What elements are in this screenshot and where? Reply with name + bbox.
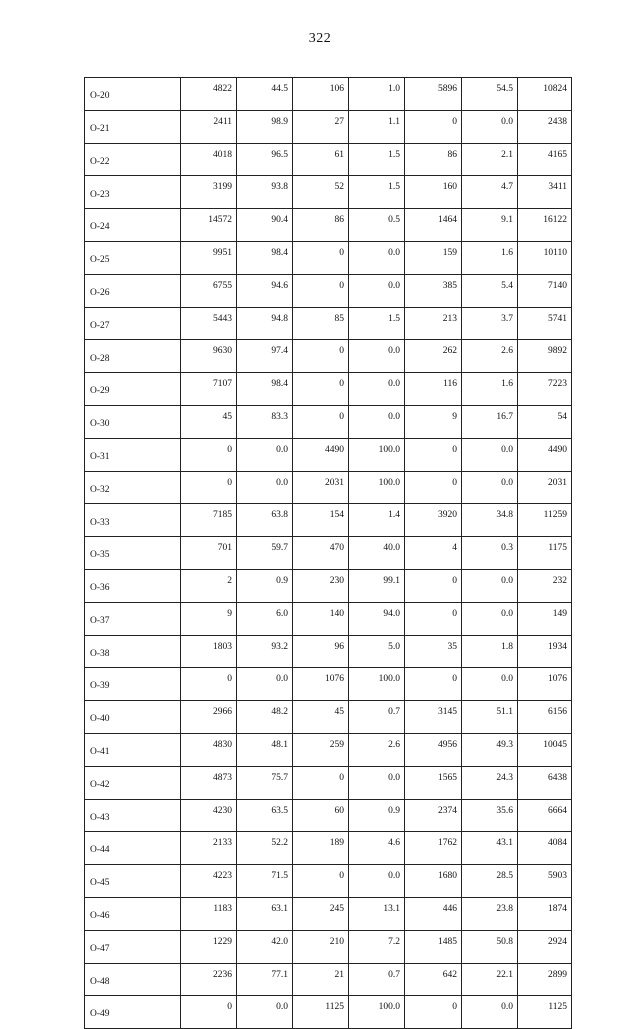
value-cell: 9 <box>181 602 237 635</box>
row-id-cell: O-30 <box>85 405 181 438</box>
value-cell: 1125 <box>518 996 572 1029</box>
value-cell: 75.7 <box>237 766 293 799</box>
table-row <box>85 602 572 635</box>
value-cell: 4084 <box>518 832 572 865</box>
value-cell: 0.0 <box>349 340 405 373</box>
table-row <box>85 668 572 701</box>
value-cell: 1.4 <box>349 504 405 537</box>
value-cell: 0.0 <box>349 405 405 438</box>
value-cell: 0.9 <box>237 569 293 602</box>
table-row <box>85 733 572 766</box>
value-cell: 149 <box>518 602 572 635</box>
value-cell: 0 <box>181 996 237 1029</box>
value-cell: 1680 <box>405 865 462 898</box>
row-id-cell: O-44 <box>85 832 181 865</box>
value-cell: 5896 <box>405 78 462 111</box>
value-cell: 0 <box>181 668 237 701</box>
value-cell: 0.0 <box>462 438 518 471</box>
table-row <box>85 373 572 406</box>
value-cell: 77.1 <box>237 963 293 996</box>
row-id-cell: O-37 <box>85 602 181 635</box>
value-cell: 4223 <box>181 865 237 898</box>
value-cell: 0 <box>293 405 349 438</box>
value-cell: 1183 <box>181 897 237 930</box>
table-row <box>85 701 572 734</box>
value-cell: 2.6 <box>462 340 518 373</box>
value-cell: 6664 <box>518 799 572 832</box>
value-cell: 3199 <box>181 176 237 209</box>
row-id-cell: O-38 <box>85 635 181 668</box>
page-number: 322 <box>308 31 332 46</box>
value-cell: 10110 <box>518 241 572 274</box>
value-cell: 106 <box>293 78 349 111</box>
value-cell: 96 <box>293 635 349 668</box>
value-cell: 4230 <box>181 799 237 832</box>
value-cell: 2236 <box>181 963 237 996</box>
value-cell: 9892 <box>518 340 572 373</box>
table-row <box>85 963 572 996</box>
value-cell: 94.0 <box>349 602 405 635</box>
value-cell: 4822 <box>181 78 237 111</box>
value-cell: 4165 <box>518 143 572 176</box>
value-cell: 701 <box>181 537 237 570</box>
table-row <box>85 766 572 799</box>
value-cell: 7.2 <box>349 930 405 963</box>
table-row <box>85 438 572 471</box>
value-cell: 94.6 <box>237 274 293 307</box>
row-id-cell: O-26 <box>85 274 181 307</box>
value-cell: 1.5 <box>349 307 405 340</box>
value-cell: 2374 <box>405 799 462 832</box>
table-row <box>85 110 572 143</box>
table-row <box>85 340 572 373</box>
value-cell: 98.9 <box>237 110 293 143</box>
value-cell: 1076 <box>293 668 349 701</box>
value-cell: 0 <box>405 668 462 701</box>
row-id-cell: O-45 <box>85 865 181 898</box>
value-cell: 446 <box>405 897 462 930</box>
row-id-cell: O-39 <box>85 668 181 701</box>
value-cell: 2.1 <box>462 143 518 176</box>
row-id-cell: O-32 <box>85 471 181 504</box>
table-row <box>85 930 572 963</box>
row-id-cell: O-48 <box>85 963 181 996</box>
value-cell: 27 <box>293 110 349 143</box>
value-cell: 100.0 <box>349 668 405 701</box>
value-cell: 0.0 <box>237 438 293 471</box>
value-cell: 50.8 <box>462 930 518 963</box>
table-row <box>85 78 572 111</box>
value-cell: 1464 <box>405 209 462 242</box>
value-cell: 0 <box>293 241 349 274</box>
value-cell: 10045 <box>518 733 572 766</box>
value-cell: 96.5 <box>237 143 293 176</box>
row-id-cell: O-33 <box>85 504 181 537</box>
value-cell: 49.3 <box>462 733 518 766</box>
table-row <box>85 569 572 602</box>
value-cell: 48.1 <box>237 733 293 766</box>
row-id-cell: O-40 <box>85 701 181 734</box>
value-cell: 9.1 <box>462 209 518 242</box>
row-id-cell: O-35 <box>85 537 181 570</box>
value-cell: 159 <box>405 241 462 274</box>
value-cell: 99.1 <box>349 569 405 602</box>
value-cell: 1.8 <box>462 635 518 668</box>
row-id-cell: O-24 <box>85 209 181 242</box>
row-id-cell: O-47 <box>85 930 181 963</box>
value-cell: 7140 <box>518 274 572 307</box>
value-cell: 43.1 <box>462 832 518 865</box>
row-id-cell: O-22 <box>85 143 181 176</box>
value-cell: 100.0 <box>349 471 405 504</box>
value-cell: 3.7 <box>462 307 518 340</box>
value-cell: 93.2 <box>237 635 293 668</box>
value-cell: 189 <box>293 832 349 865</box>
value-cell: 86 <box>293 209 349 242</box>
value-cell: 0.7 <box>349 701 405 734</box>
value-cell: 5.0 <box>349 635 405 668</box>
value-cell: 0 <box>181 438 237 471</box>
value-cell: 0.0 <box>237 471 293 504</box>
value-cell: 98.4 <box>237 373 293 406</box>
value-cell: 2133 <box>181 832 237 865</box>
value-cell: 71.5 <box>237 865 293 898</box>
row-id-cell: O-23 <box>85 176 181 209</box>
value-cell: 100.0 <box>349 996 405 1029</box>
value-cell: 2899 <box>518 963 572 996</box>
value-cell: 2 <box>181 569 237 602</box>
value-cell: 116 <box>405 373 462 406</box>
value-cell: 4490 <box>518 438 572 471</box>
row-id-cell: O-21 <box>85 110 181 143</box>
value-cell: 48.2 <box>237 701 293 734</box>
row-id-cell: O-20 <box>85 78 181 111</box>
value-cell: 0.9 <box>349 799 405 832</box>
value-cell: 24.3 <box>462 766 518 799</box>
table-row <box>85 209 572 242</box>
value-cell: 259 <box>293 733 349 766</box>
row-id-cell: O-36 <box>85 569 181 602</box>
value-cell: 14572 <box>181 209 237 242</box>
value-cell: 16.7 <box>462 405 518 438</box>
value-cell: 1125 <box>293 996 349 1029</box>
table-row <box>85 176 572 209</box>
value-cell: 1803 <box>181 635 237 668</box>
value-cell: 1.5 <box>349 143 405 176</box>
value-cell: 63.5 <box>237 799 293 832</box>
value-cell: 1076 <box>518 668 572 701</box>
value-cell: 7223 <box>518 373 572 406</box>
value-cell: 54 <box>518 405 572 438</box>
value-cell: 1874 <box>518 897 572 930</box>
value-cell: 2411 <box>181 110 237 143</box>
value-cell: 1.0 <box>349 78 405 111</box>
value-cell: 0 <box>293 373 349 406</box>
value-cell: 97.4 <box>237 340 293 373</box>
value-cell: 0.0 <box>237 668 293 701</box>
value-cell: 245 <box>293 897 349 930</box>
row-id-cell: O-41 <box>85 733 181 766</box>
value-cell: 3411 <box>518 176 572 209</box>
value-cell: 140 <box>293 602 349 635</box>
value-cell: 0.0 <box>462 110 518 143</box>
table-row <box>85 471 572 504</box>
value-cell: 0 <box>293 274 349 307</box>
value-cell: 83.3 <box>237 405 293 438</box>
value-cell: 0.0 <box>462 668 518 701</box>
value-cell: 1175 <box>518 537 572 570</box>
value-cell: 52 <box>293 176 349 209</box>
row-id-cell: O-49 <box>85 996 181 1029</box>
value-cell: 60 <box>293 799 349 832</box>
table-row <box>85 799 572 832</box>
value-cell: 86 <box>405 143 462 176</box>
value-cell: 4.7 <box>462 176 518 209</box>
table-row <box>85 307 572 340</box>
value-cell: 35.6 <box>462 799 518 832</box>
value-cell: 1.6 <box>462 241 518 274</box>
value-cell: 0.7 <box>349 963 405 996</box>
value-cell: 5903 <box>518 865 572 898</box>
value-cell: 154 <box>293 504 349 537</box>
row-id-cell: O-28 <box>85 340 181 373</box>
value-cell: 0 <box>405 110 462 143</box>
value-cell: 0.0 <box>349 865 405 898</box>
value-cell: 4 <box>405 537 462 570</box>
value-cell: 0 <box>405 996 462 1029</box>
value-cell: 63.1 <box>237 897 293 930</box>
value-cell: 3145 <box>405 701 462 734</box>
value-cell: 40.0 <box>349 537 405 570</box>
value-cell: 0.0 <box>462 996 518 1029</box>
value-cell: 22.1 <box>462 963 518 996</box>
value-cell: 35 <box>405 635 462 668</box>
value-cell: 1229 <box>181 930 237 963</box>
row-id-cell: O-43 <box>85 799 181 832</box>
value-cell: 0.0 <box>349 241 405 274</box>
table-row <box>85 832 572 865</box>
value-cell: 2.6 <box>349 733 405 766</box>
value-cell: 0.5 <box>349 209 405 242</box>
value-cell: 0.0 <box>349 373 405 406</box>
value-cell: 2924 <box>518 930 572 963</box>
value-cell: 16122 <box>518 209 572 242</box>
value-cell: 1.1 <box>349 110 405 143</box>
value-cell: 5741 <box>518 307 572 340</box>
value-cell: 0.3 <box>462 537 518 570</box>
value-cell: 0.0 <box>462 569 518 602</box>
value-cell: 85 <box>293 307 349 340</box>
value-cell: 90.4 <box>237 209 293 242</box>
value-cell: 63.8 <box>237 504 293 537</box>
value-cell: 13.1 <box>349 897 405 930</box>
value-cell: 7107 <box>181 373 237 406</box>
table-row <box>85 635 572 668</box>
value-cell: 160 <box>405 176 462 209</box>
value-cell: 642 <box>405 963 462 996</box>
value-cell: 9951 <box>181 241 237 274</box>
value-cell: 3920 <box>405 504 462 537</box>
value-cell: 2031 <box>518 471 572 504</box>
value-cell: 0 <box>405 569 462 602</box>
value-cell: 93.8 <box>237 176 293 209</box>
value-cell: 0.0 <box>462 471 518 504</box>
value-cell: 28.5 <box>462 865 518 898</box>
value-cell: 1485 <box>405 930 462 963</box>
value-cell: 59.7 <box>237 537 293 570</box>
table-body <box>85 78 572 1029</box>
value-cell: 7185 <box>181 504 237 537</box>
value-cell: 42.0 <box>237 930 293 963</box>
data-table <box>84 77 572 1029</box>
value-cell: 5.4 <box>462 274 518 307</box>
value-cell: 0.0 <box>349 274 405 307</box>
table-row <box>85 504 572 537</box>
row-id-cell: O-31 <box>85 438 181 471</box>
value-cell: 0.0 <box>237 996 293 1029</box>
value-cell: 1762 <box>405 832 462 865</box>
value-cell: 45 <box>181 405 237 438</box>
value-cell: 1.5 <box>349 176 405 209</box>
value-cell: 4830 <box>181 733 237 766</box>
value-cell: 100.0 <box>349 438 405 471</box>
value-cell: 385 <box>405 274 462 307</box>
value-cell: 2438 <box>518 110 572 143</box>
value-cell: 232 <box>518 569 572 602</box>
value-cell: 0.0 <box>462 602 518 635</box>
value-cell: 45 <box>293 701 349 734</box>
value-cell: 0 <box>293 766 349 799</box>
value-cell: 6.0 <box>237 602 293 635</box>
value-cell: 6438 <box>518 766 572 799</box>
value-cell: 9 <box>405 405 462 438</box>
value-cell: 0.0 <box>349 766 405 799</box>
value-cell: 23.8 <box>462 897 518 930</box>
value-cell: 0 <box>405 438 462 471</box>
table-row <box>85 996 572 1029</box>
row-id-cell: O-29 <box>85 373 181 406</box>
value-cell: 4.6 <box>349 832 405 865</box>
value-cell: 2966 <box>181 701 237 734</box>
value-cell: 4490 <box>293 438 349 471</box>
table-row <box>85 274 572 307</box>
row-id-cell: O-42 <box>85 766 181 799</box>
value-cell: 9630 <box>181 340 237 373</box>
value-cell: 10824 <box>518 78 572 111</box>
value-cell: 0 <box>405 602 462 635</box>
value-cell: 1.6 <box>462 373 518 406</box>
value-cell: 230 <box>293 569 349 602</box>
value-cell: 61 <box>293 143 349 176</box>
value-cell: 0 <box>293 865 349 898</box>
value-cell: 6156 <box>518 701 572 734</box>
row-id-cell: O-27 <box>85 307 181 340</box>
value-cell: 11259 <box>518 504 572 537</box>
value-cell: 98.4 <box>237 241 293 274</box>
table-row <box>85 537 572 570</box>
table-row <box>85 897 572 930</box>
value-cell: 470 <box>293 537 349 570</box>
table-row <box>85 405 572 438</box>
value-cell: 34.8 <box>462 504 518 537</box>
value-cell: 51.1 <box>462 701 518 734</box>
value-cell: 44.5 <box>237 78 293 111</box>
value-cell: 210 <box>293 930 349 963</box>
value-cell: 5443 <box>181 307 237 340</box>
value-cell: 4956 <box>405 733 462 766</box>
row-id-cell: O-25 <box>85 241 181 274</box>
row-id-cell: O-46 <box>85 897 181 930</box>
value-cell: 0 <box>181 471 237 504</box>
value-cell: 213 <box>405 307 462 340</box>
table-row <box>85 241 572 274</box>
value-cell: 6755 <box>181 274 237 307</box>
value-cell: 0 <box>293 340 349 373</box>
value-cell: 1934 <box>518 635 572 668</box>
table-row <box>85 865 572 898</box>
value-cell: 52.2 <box>237 832 293 865</box>
value-cell: 0 <box>405 471 462 504</box>
value-cell: 54.5 <box>462 78 518 111</box>
value-cell: 2031 <box>293 471 349 504</box>
table-row <box>85 143 572 176</box>
value-cell: 262 <box>405 340 462 373</box>
value-cell: 21 <box>293 963 349 996</box>
value-cell: 94.8 <box>237 307 293 340</box>
value-cell: 1565 <box>405 766 462 799</box>
value-cell: 4873 <box>181 766 237 799</box>
value-cell: 4018 <box>181 143 237 176</box>
